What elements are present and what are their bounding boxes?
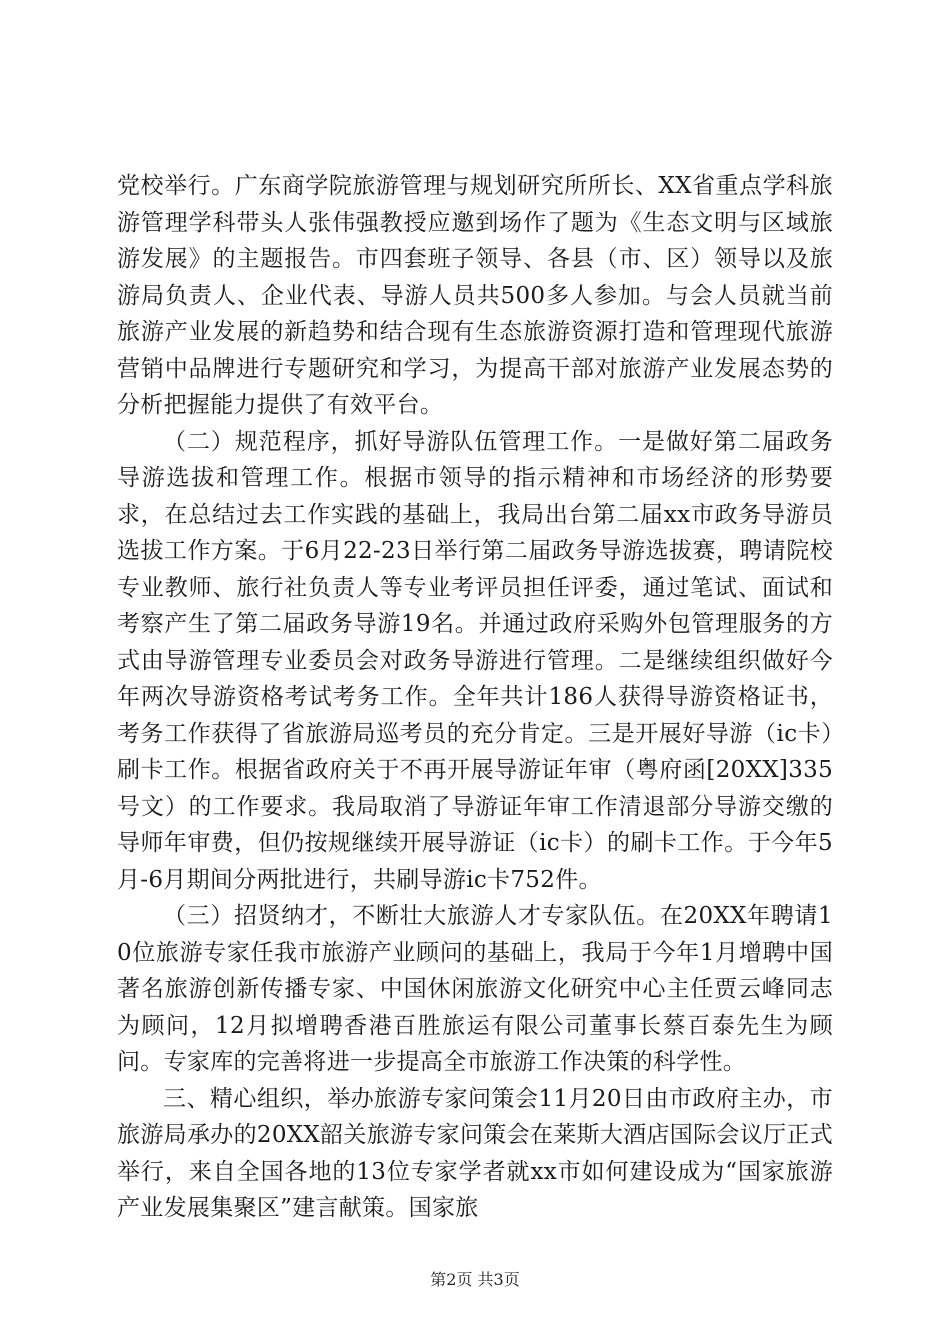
paragraph-continued: 党校举行。广东商学院旅游管理与规划研究所所长、XX省重点学科旅游管理学科带头人张伟强教授应邀到场作了题为《生态文明与区域旅游发展》的主题报告。市四套班子领导、各县（市、区）领导以及旅游局负责人、企业代表、导游人员共500多人参加。与会人员就当前旅游产业发展的新趋势和结合现有生态旅游资源打造和管理现代旅游营销中品牌进行专题研究和学习，为提高干部对旅游产业发展态势的分析把握能力提供了有效平台。: [117, 173, 833, 418]
paragraph-expert-forum: 三、精心组织，举办旅游专家问策会11月20日由市政府主办，市旅游局承办的20XX韶关旅游专家问策会在莱斯大酒店国际会议厅正式举行，来自全国各地的13位专家学者就xx市如何建设成为“国家旅游产业发展集聚区”建言献策。国家旅: [117, 1085, 833, 1221]
paragraph-talent-experts: （三）招贤纳才，不断壮大旅游人才专家队伍。在20XX年聘请10位旅游专家任我市旅游产业顾问的基础上，我局于今年1月增聘中国著名旅游创新传播专家、中国休闲旅游文化研究中心主任贾云峰同志为顾问，12月拟增聘香港百胜旅运有限公司董事长蔡百泰先生为顾问。专家库的完善将进一步提高全市旅游工作决策的科学性。: [117, 903, 833, 1075]
page-number-footer: 第2页 共3页: [430, 1270, 520, 1289]
paragraph-guide-management: （二）规范程序，抓好导游队伍管理工作。一是做好第二届政务导游选拔和管理工作。根据市领导的指示精神和市场经济的形势要求，在总结过去工作实践的基础上，我局出台第二届xx市政务导游员选拔工作方案。于6月22-23日举行第二届政务导游选拔赛，聘请院校专业教师、旅行社负责人等专业考评员担任评委，通过笔试、面试和考察产生了第二届政务导游19名。并通过政府采购外包管理服务的方式由导游管理专业委员会对政务导游进行管理。二是继续组织做好今年两次导游资格考试考务工作。全年共计186人获得导游资格证书，考务工作获得了省旅游局巡考员的充分肯定。三是开展好导游（ic卡）刷卡工作。根据省政府关于不再开展导游证年审（粤府函[20XX]335号文）的工作要求。我局取消了导游证年审工作清退部分导游交缴的导师年审费，但仍按规继续开展导游证（ic卡）的刷卡工作。于今年5月-6月期间分两批进行，共刷导游ic卡752件。: [117, 428, 833, 893]
document-body: [117, 168, 833, 1227]
